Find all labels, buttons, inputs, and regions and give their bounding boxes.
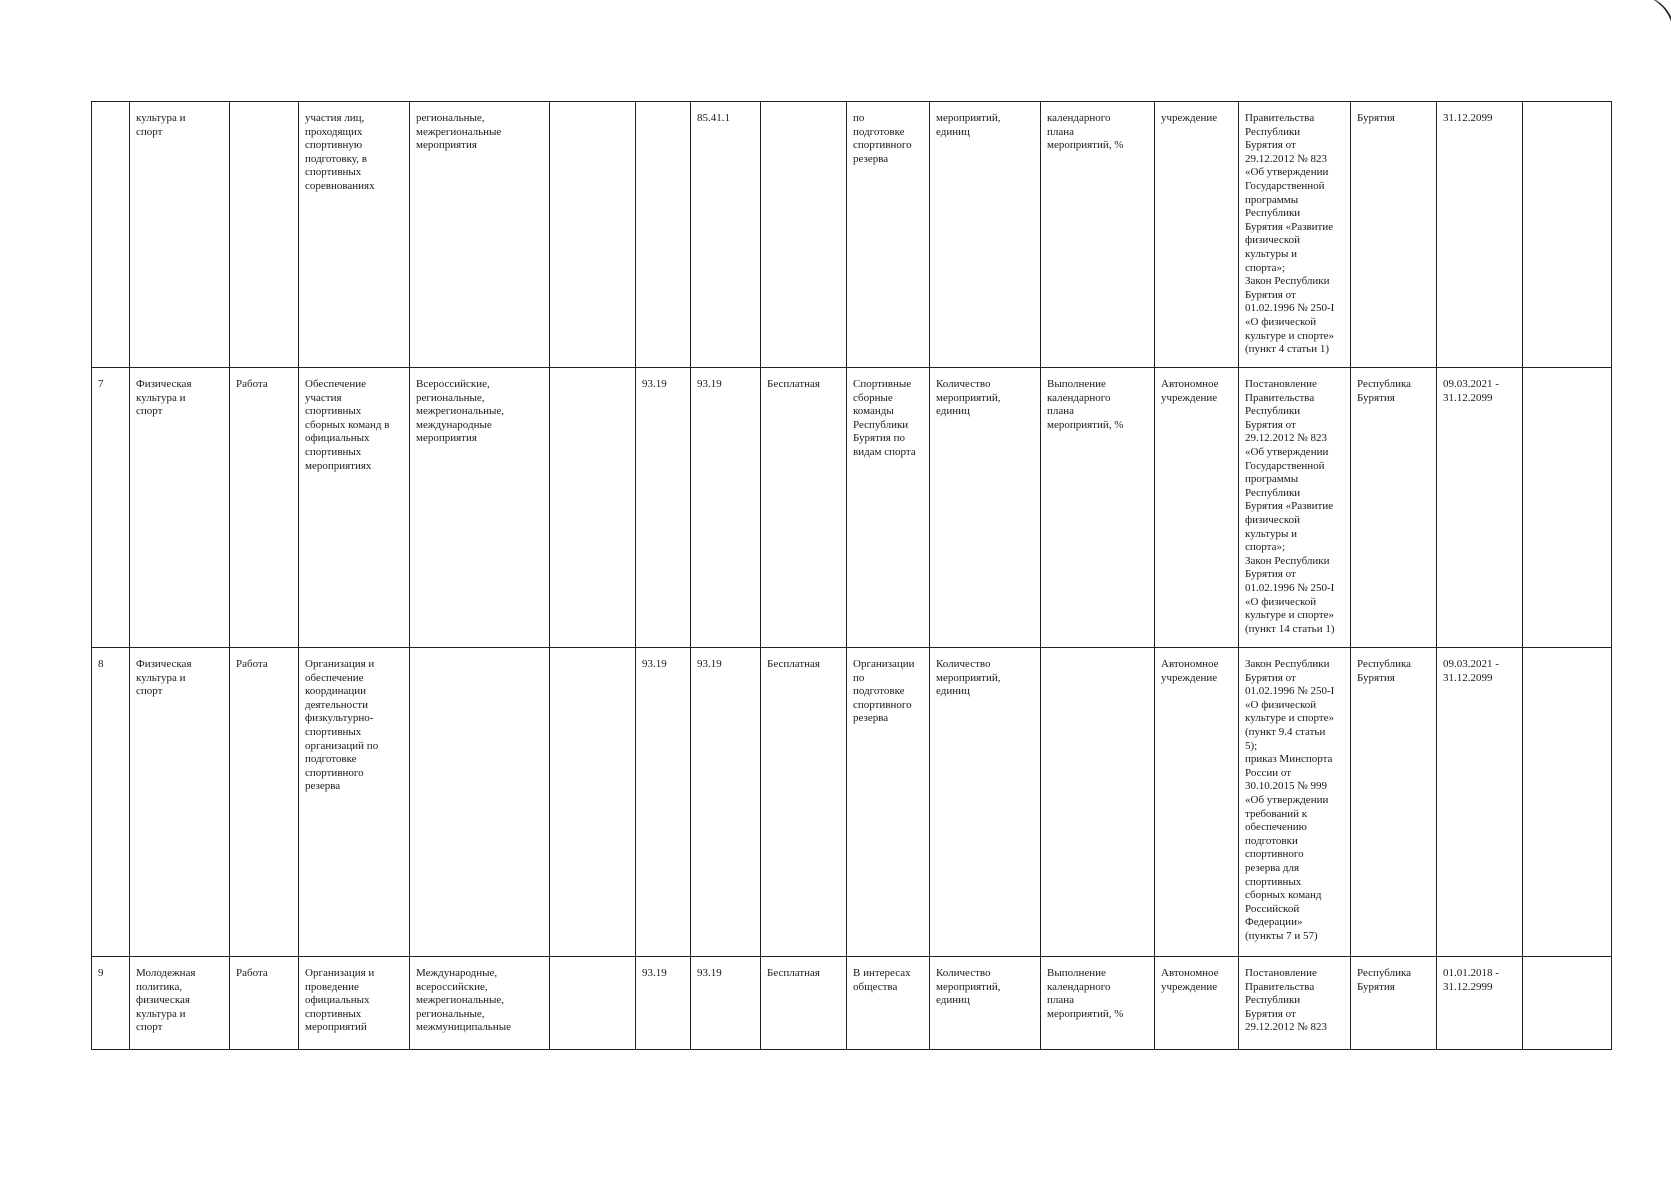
cell-sphere: Физическая культура и спорт bbox=[130, 648, 230, 957]
cell-okpd: 85.41.1 bbox=[691, 102, 761, 368]
cell-okpd: 93.19 bbox=[691, 957, 761, 1050]
cell-quality-indicator: Выполнение календарного плана мероприятий, % bbox=[1041, 368, 1155, 648]
cell-last bbox=[1523, 102, 1612, 368]
cell-content: Организация и обеспечение координации деятельности физкультурно- спортивных организаций по подготовке спортивного резерва bbox=[299, 648, 410, 957]
cell-number bbox=[92, 102, 130, 368]
cell-sphere: Молодежная политика, физическая культура и спорт bbox=[130, 957, 230, 1050]
cell-volume-indicator: Количество мероприятий, единиц bbox=[930, 368, 1041, 648]
cell-blank bbox=[550, 368, 636, 648]
cell-institution-type: Автономное учреждение bbox=[1155, 648, 1239, 957]
cell-number: 8 bbox=[92, 648, 130, 957]
cell-content: Обеспечение участия спортивных сборных команд в официальных спортивных мероприятиях bbox=[299, 368, 410, 648]
cell-conditions bbox=[410, 648, 550, 957]
cell-period: 09.03.2021 - 31.12.2099 bbox=[1437, 648, 1523, 957]
cell-period: 31.12.2099 bbox=[1437, 102, 1523, 368]
cell-period: 09.03.2021 - 31.12.2099 bbox=[1437, 368, 1523, 648]
cell-legal-acts: Закон Республики Бурятия от 01.02.1996 № 250-I «О физической культуре и спорте» (пункт 9.4 статьи 5); приказ Минспорта России от 30.10.2015 № 999 «Об утверждении требований к обеспечению подготовки спортивного резерва для спортивных сборных команд Российской Федерации» (пункты 7 и 57) bbox=[1239, 648, 1351, 957]
cell-legal-acts: Постановление Правительства Республики Бурятия от 29.12.2012 № 823 bbox=[1239, 957, 1351, 1050]
cell-consumers: В интересах общества bbox=[847, 957, 930, 1050]
cell-quality-indicator: календарного плана мероприятий, % bbox=[1041, 102, 1155, 368]
cell-institution-type: Автономное учреждение bbox=[1155, 368, 1239, 648]
cell-conditions: региональные, межрегиональные мероприятия bbox=[410, 102, 550, 368]
cell-volume-indicator: Количество мероприятий, единиц bbox=[930, 648, 1041, 957]
cell-number: 7 bbox=[92, 368, 130, 648]
cell-volume-indicator: Количество мероприятий, единиц bbox=[930, 957, 1041, 1050]
cell-institution-type: Автономное учреждение bbox=[1155, 957, 1239, 1050]
cell-okved: 93.19 bbox=[636, 368, 691, 648]
cell-okpd: 93.19 bbox=[691, 648, 761, 957]
cell-quality-indicator bbox=[1041, 648, 1155, 957]
page-corner-curl bbox=[1633, 0, 1671, 35]
table-row bbox=[92, 648, 1612, 957]
cell-blank bbox=[550, 102, 636, 368]
cell-payment bbox=[761, 102, 847, 368]
cell-last bbox=[1523, 648, 1612, 957]
cell-content: Организация и проведение официальных спортивных мероприятий bbox=[299, 957, 410, 1050]
cell-consumers: по подготовке спортивного резерва bbox=[847, 102, 930, 368]
cell-blank bbox=[550, 648, 636, 957]
table-row bbox=[92, 102, 1612, 368]
cell-sphere: Физическая культура и спорт bbox=[130, 368, 230, 648]
cell-quality-indicator: Выполнение календарного плана мероприятий, % bbox=[1041, 957, 1155, 1050]
cell-kind: Работа bbox=[230, 368, 299, 648]
table-row bbox=[92, 368, 1612, 648]
cell-kind: Работа bbox=[230, 957, 299, 1050]
cell-owner: Республика Бурятия bbox=[1351, 957, 1437, 1050]
cell-blank bbox=[550, 957, 636, 1050]
cell-sphere: культура и спорт bbox=[130, 102, 230, 368]
cell-okpd: 93.19 bbox=[691, 368, 761, 648]
cell-payment: Бесплатная bbox=[761, 368, 847, 648]
cell-okved: 93.19 bbox=[636, 648, 691, 957]
cell-conditions: Всероссийские, региональные, межрегиональные, международные мероприятия bbox=[410, 368, 550, 648]
services-registry-table bbox=[91, 101, 1612, 1050]
cell-legal-acts: Постановление Правительства Республики Бурятия от 29.12.2012 № 823 «Об утверждении Государственной программы Республики Бурятия «Развитие физической культуры и спорта»; Закон Республики Бурятия от 01.02.1996 № 250-I «О физической культуре и спорте» (пункт 14 статьи 1) bbox=[1239, 368, 1351, 648]
cell-kind bbox=[230, 102, 299, 368]
cell-last bbox=[1523, 368, 1612, 648]
cell-okved: 93.19 bbox=[636, 957, 691, 1050]
cell-consumers: Организации по подготовке спортивного резерва bbox=[847, 648, 930, 957]
cell-owner: Республика Бурятия bbox=[1351, 368, 1437, 648]
cell-owner: Республика Бурятия bbox=[1351, 648, 1437, 957]
cell-volume-indicator: мероприятий, единиц bbox=[930, 102, 1041, 368]
cell-last bbox=[1523, 957, 1612, 1050]
cell-payment: Бесплатная bbox=[761, 957, 847, 1050]
cell-number: 9 bbox=[92, 957, 130, 1050]
cell-payment: Бесплатная bbox=[761, 648, 847, 957]
cell-legal-acts: Правительства Республики Бурятия от 29.12.2012 № 823 «Об утверждении Государственной программы Республики Бурятия «Развитие физической культуры и спорта»; Закон Республики Бурятия от 01.02.1996 № 250-I «О физической культуре и спорте» (пункт 4 статьи 1) bbox=[1239, 102, 1351, 368]
cell-owner: Бурятия bbox=[1351, 102, 1437, 368]
cell-okved bbox=[636, 102, 691, 368]
cell-period: 01.01.2018 - 31.12.2999 bbox=[1437, 957, 1523, 1050]
cell-kind: Работа bbox=[230, 648, 299, 957]
cell-institution-type: учреждение bbox=[1155, 102, 1239, 368]
cell-content: участия лиц, проходящих спортивную подготовку, в спортивных соревнованиях bbox=[299, 102, 410, 368]
cell-consumers: Спортивные сборные команды Республики Бурятия по видам спорта bbox=[847, 368, 930, 648]
cell-conditions: Международные, всероссийские, межрегиональные, региональные, межмуниципальные bbox=[410, 957, 550, 1050]
table-row bbox=[92, 957, 1612, 1050]
